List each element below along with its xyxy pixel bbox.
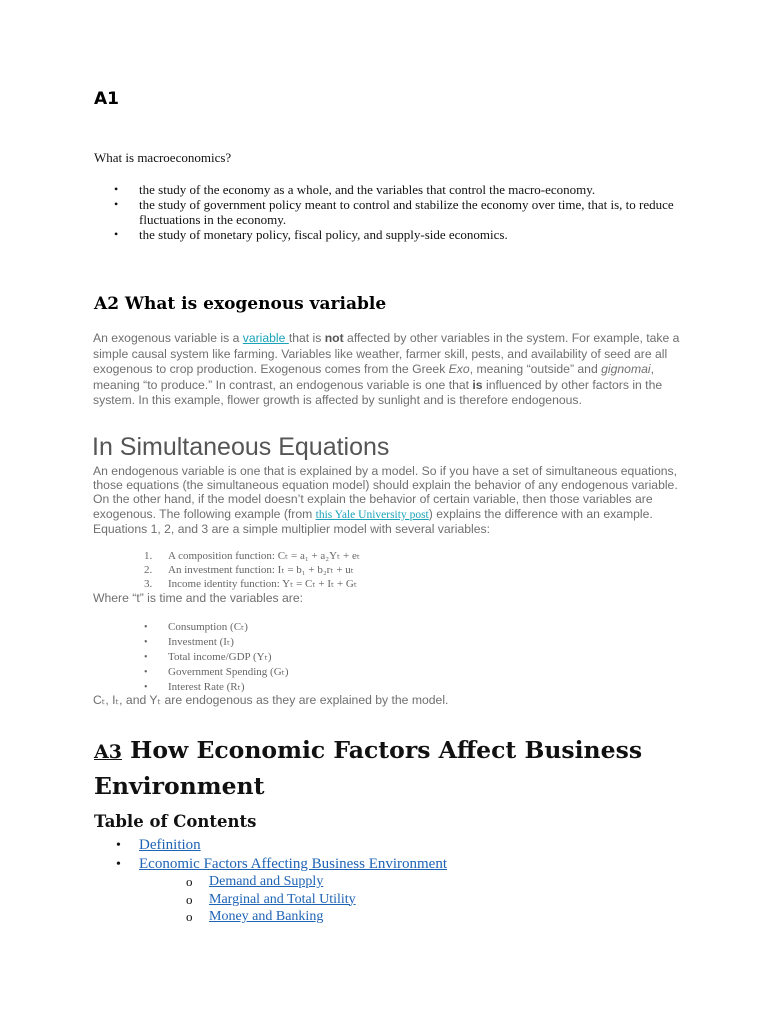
- list-item: • Total income/GDP (Yₜ): [94, 650, 289, 665]
- equation-list: [94, 549, 360, 591]
- list-item: • Consumption (Cₜ): [94, 620, 289, 635]
- toc-subitem: [94, 891, 356, 909]
- toc-link-marginal-utility[interactable]: Marginal and Total Utility: [209, 891, 356, 907]
- macro-definition-list: [110, 182, 680, 242]
- text-run: ) explains the difference with an example. Equations 1, 2, and 3 are a simple multiplier model with several variables:: [93, 506, 653, 536]
- variable-link[interactable]: variable: [242, 331, 289, 345]
- equation-item: [94, 563, 360, 577]
- italic-text: gignomai: [601, 362, 651, 376]
- text-run: , meaning “to produce.” In contrast, an endogenous variable is one that: [93, 362, 654, 392]
- where-line: Where “t” is time and the variables are:: [93, 591, 303, 605]
- sub-bullet-marker: o: [186, 909, 193, 924]
- text-run: that is: [288, 331, 325, 345]
- a3-code: A3: [94, 741, 122, 763]
- italic-text: Exo: [448, 362, 470, 376]
- equation-text: An investment function: Iₜ = b₁ + b₂rₜ + uₜ: [168, 564, 355, 576]
- toc-item: [94, 855, 447, 874]
- endogenous-note: Cₜ, Iₜ, and Yₜ are endogenous as they are explained by the model.: [93, 693, 449, 707]
- exogenous-paragraph: [93, 331, 683, 409]
- list-item: • the study of government policy meant to control and stabilize the economy over time, that is, to reduce fluctuations in the economy.: [110, 197, 680, 227]
- toc-link-money-banking[interactable]: Money and Banking: [209, 909, 324, 924]
- macro-question: What is macroeconomics?: [94, 150, 232, 165]
- bold-text: is: [472, 377, 483, 392]
- toc-subitem: [94, 873, 356, 891]
- list-item: • the study of monetary policy, fiscal policy, and supply-side economics.: [110, 227, 680, 242]
- yale-post-link[interactable]: this Yale University post: [315, 508, 429, 521]
- toc-link-demand-supply[interactable]: Demand and Supply: [209, 874, 324, 889]
- a2-heading: A2 What is exogenous variable: [94, 294, 387, 314]
- list-item: • Investment (Iₜ): [94, 635, 289, 650]
- simultaneous-heading: In Simultaneous Equations: [92, 433, 390, 461]
- equation-number: 2.: [144, 564, 153, 576]
- equation-text: A composition function: Cₜ = a₁ + a₂Yₜ + eₜ: [168, 550, 361, 562]
- text-run: affected by other variables in the system. For example, take a simple causal system like farming. Variables like weather, farmer skill, pests, and availability of seed are all exogenous to crop production. Exogenous comes from the Greek: [93, 331, 680, 376]
- equation-text: Income identity function: Yₜ = Cₜ + Iₜ + Gₜ: [168, 578, 358, 590]
- equation-number: 3.: [144, 578, 153, 590]
- toc-subitem: [94, 908, 356, 926]
- text-run: influenced by other factors in the system. In this example, flower growth is affected by sunlight and is therefore endogenous.: [93, 377, 663, 407]
- text-run: An exogenous variable is a: [93, 331, 243, 345]
- toc-link-definition[interactable]: Definition: [139, 837, 201, 853]
- toc-sublist: [94, 873, 356, 926]
- sub-bullet-marker: o: [186, 874, 193, 889]
- equation-item: [94, 577, 360, 591]
- table-of-contents: [94, 836, 447, 874]
- equation-number: 1.: [144, 550, 153, 562]
- list-item: • the study of the economy as a whole, and the variables that control the macro-economy.: [110, 182, 680, 197]
- text-run: , meaning “outside” and: [469, 362, 602, 376]
- list-item: • Government Spending (Gₜ): [94, 665, 289, 680]
- equation-item: [94, 549, 360, 563]
- endogenous-paragraph: [93, 464, 683, 536]
- toc-item: [94, 836, 447, 855]
- toc-heading: Table of Contents: [94, 812, 257, 831]
- variable-list: [94, 620, 289, 695]
- text-run: An endogenous variable is one that is explained by a model. So if you have a set of simultaneous equations, those equations (the simultaneous equation model) should explain the behavior of any endogenous variable. On the other hand, if the model doesn’t explain the behavior of certain variable, then those variables are exogenous. The following example (from: [93, 464, 678, 521]
- bold-text: not: [324, 331, 344, 345]
- toc-link-economic-factors[interactable]: Economic Factors Affecting Business Environment: [139, 856, 448, 872]
- sub-bullet-marker: o: [186, 891, 193, 907]
- a3-heading: [94, 733, 694, 803]
- a1-heading: A1: [94, 89, 119, 109]
- a3-title: How Economic Factors Affect Business Environment: [94, 736, 643, 800]
- list-item: • Interest Rate (Rₜ): [94, 680, 289, 695]
